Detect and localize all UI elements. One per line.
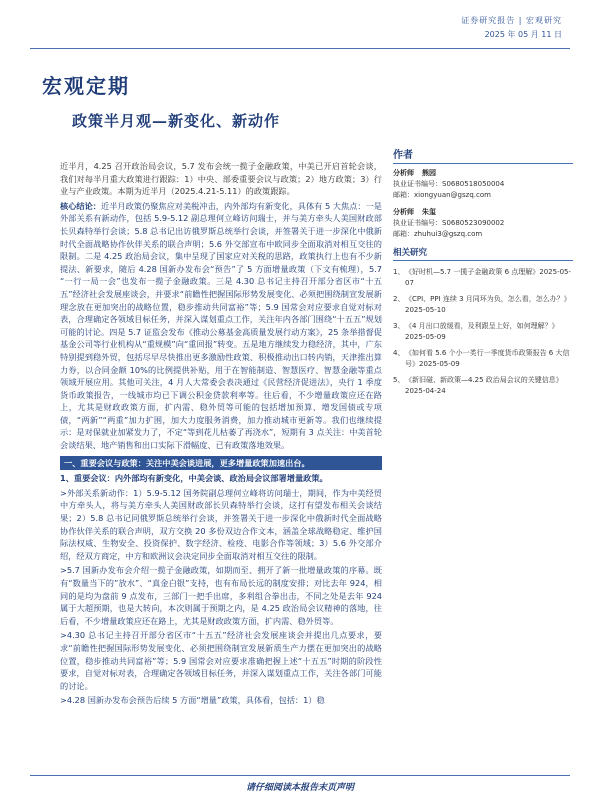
related-num: 1、 [393, 268, 405, 276]
related-list [393, 267, 573, 397]
sidebar [393, 146, 573, 402]
report-date: 2025 年 05 月 11 日 [484, 30, 562, 39]
cert-label: 执业证书编号： [393, 219, 442, 227]
related-num: 2、 [393, 295, 405, 303]
analyst-email[interactable]: xiongyuan@gszq.com [414, 191, 491, 199]
author-heading: 作者 [393, 146, 573, 164]
core-conclusion [60, 200, 382, 452]
related-link[interactable]: 《4 月出口放缓看，及利跟呈上好，如何理解？》2025-05-09 [405, 322, 559, 341]
section-heading: 一、重要会议与政策：关注中美会谈进展，更多增量政策加速出台。 [60, 456, 382, 471]
related-link[interactable]: 《CPI、PPI 连续 3 月同环为负，怎么看，怎么办？》2025-05-10 [405, 295, 571, 314]
analyst-role: 分析师 [393, 169, 414, 177]
header-rule [30, 48, 570, 49]
lead-paragraph: 近半月，4.25 召开政治局会议，5.7 发布会统一揽子金融政策，中美已开启首轮会谈，我们对每半月重大政策进行跟踪：1）中央、部委重要会议与政策；2）地方政策；3）行业与产业政策。本期为近半月（2025.4.21-5.11）的政策跟踪。 [60, 161, 382, 197]
related-item[interactable] [393, 267, 573, 289]
main-content [60, 160, 382, 709]
bullet-paragraph: >5.7 国新办发布会介绍一揽子金融政策，如期而至、拥开了新一批增量政策的序幕。既有“数量当下的”放水”、“真金白银”支持，也有布局长远的制度安排；对比去年 924，相同的是均为盘前 9 点发布，三部门一把手出席，多利组合拳出击，不同之处是去年 924 属于大超预期，也是大转向，本次则属于预期之内，是 4.25 政治局会议精神的落地，往后看，不少增量政策应还在路上，尤其是财政政策方面，扩内需、稳外贸等。 [60, 565, 382, 626]
bullet-paragraph: >外部关系新动作：1）5.9-5.12 国务院副总理何立峰将访问瑞士，期间，作为中美经贸中方牵头人，将与美方牵头人美国财政部长贝森特举行会谈，这打有望发布相关会谈结果；2）5.8 总书记同俄罗斯总统举行会谈，并签署关于进一步深化中俄新时代全面战略协作伙伴关系的联合声明，双方交换 20 多份双边合作文本，涵盖全球战略稳定、维护国际法权威、生物安全、投资保护、数字经济、检疫、电影合作等领域；3）5.6 外交部介绍，经双方商定，中方和欧洲议会决定同步全面取消对相互交往的限制。 [60, 487, 382, 561]
page-title: 政策半月观—新变化、新动作 [72, 112, 281, 130]
email-label: 邮箱： [393, 191, 414, 199]
related-item[interactable] [393, 375, 573, 397]
core-text: 近半月政策仍聚焦应对美税冲击，内外部均有新变化，具体有 5 大焦点：一是外部关系有新动作，包括 5.9-5.12 副总理何立峰访问瑞士，并与美方牵头人美国财政部长贝森特举行会谈；5.8 总书记出访俄罗斯总统举行会谈，并签署关于进一步深化中俄新时代全面战略协作伙伴关系的联合声明；5.6 外交部宣布中欧同步全面取消对相互交往的限制。二是 4.25 政治局会议，集中呈现了国家应对关税的思路，政策执行上也有不少新提法、新要求，随后 4.28 国新办发布会“预告”了 5 方面增量政策（下文有梳理），5.7 “一行一局一会”也发布一揽子金融政策。三是 4.30 总书记主持召开部分省区市“十五五”经济社会发展座谈会，并要求“前瞻性把握国际形势发展变化、必须把围绕制宣发展新理念放在更加突出的战略位置，稳步推动共同富裕”等；5.9 国常会对应要求自觉对标对表，合理确定各领域目标任务，并深入谋划重点工作，关注年内各部门围绕“十五五”规划可能的讨论。四是 5.7 证监会发布《推动公募基金高质量发展行动方案》，25 条举措督促基金公司等行业机构从“重规模”向“重回报”转变。五是地方继续发力稳经济，其中，广东特别提到稳外贸，包括尽早尽快推出更多激励性政策、积极推动出口转内销，天津推出算力券，以合同金额 10%的比例提供补贴，用于在智能制造、智慧医疗、智慧金融等重点领域开展应用。其他可关注，4 月人大常委会表决通过《民营经济促进法》，央行 1 季度货币政策报告，一线城市均已下调公积金贷款利率等。往后看，不少增量政策应还在路上，尤其是财政政策方面，扩内需、稳外贸等可能的包括增加预算、增发国债或专项债，“两新”“两重”加力扩围，加大力度服务消费，加力推动城市更新等。我们也继续提示：是对保就业加紧发力了，不定“等到花儿枯萎了再浇水”，短期有 3 点关注：中美首轮会谈结果、地产销售和出口实际下滑幅度、已有政策落地效果。 [60, 200, 382, 451]
cert-number: S0680523090002 [442, 219, 505, 227]
related-link[interactable]: 《好时机—5.7 一揽子金融政策 6 点理解》2025-05-07 [405, 268, 572, 287]
doc-type: 宏观定期 [42, 74, 130, 98]
related-link[interactable]: 《如何看 5.6 个小一类行一季度货币政策报告 6 大信号》2025-05-09 [405, 349, 570, 368]
related-num: 3、 [393, 322, 405, 330]
bullet-paragraph: >4.28 国新办发布会预告后续 5 方面“增量”政策，具体看，包括：1）稳 [60, 695, 325, 706]
subsection-heading: 1、重要会议：内外部均有新变化，中美会谈、政治局会议部署增量政策。 [60, 473, 328, 484]
related-link[interactable]: 《新旧碰、新政策—4.25 政治局会议的关键信息》2025-04-24 [405, 376, 563, 395]
analyst-email[interactable]: zhuhui3@gszq.com [414, 230, 483, 238]
related-heading: 相关研究 [393, 246, 573, 261]
footer-rule [30, 775, 570, 776]
cert-number: S0680518050004 [442, 180, 505, 188]
report-header [461, 14, 562, 42]
email-label: 邮箱： [393, 230, 414, 238]
report-category: 证券研究报告 | 宏观研究 [461, 16, 562, 25]
analyst-name: 朱玺 [422, 208, 436, 216]
analyst-name: 熊园 [422, 169, 436, 177]
related-item[interactable] [393, 348, 573, 370]
related-num: 4、 [393, 349, 405, 357]
related-num: 5、 [393, 376, 405, 384]
footer-disclaimer: 请仔细阅读本报告末页声明 [245, 783, 354, 793]
analyst-card [393, 207, 573, 240]
analyst-card [393, 168, 573, 201]
bullet-paragraph: >4.30 总书记主持召开部分省区市“十五五”经济社会发展座谈会并提出几点要求，要求“前瞻性把握国际形势发展变化、必须把围绕制宣发展新质生产力摆在更加突出的战略位置，稳步推动共同富裕”等；5.9 国常会对应要求准确把握上述“十五五”时期的阶段性要求，自觉对标对表，合理确定各领域目标任务，并深入谋划重点工作，关注各部门可能的讨论。 [60, 630, 382, 691]
analyst-role: 分析师 [393, 208, 414, 216]
core-label: 核心结论： [60, 200, 101, 211]
related-item[interactable] [393, 321, 573, 343]
related-item[interactable] [393, 294, 573, 316]
cert-label: 执业证书编号： [393, 180, 442, 188]
